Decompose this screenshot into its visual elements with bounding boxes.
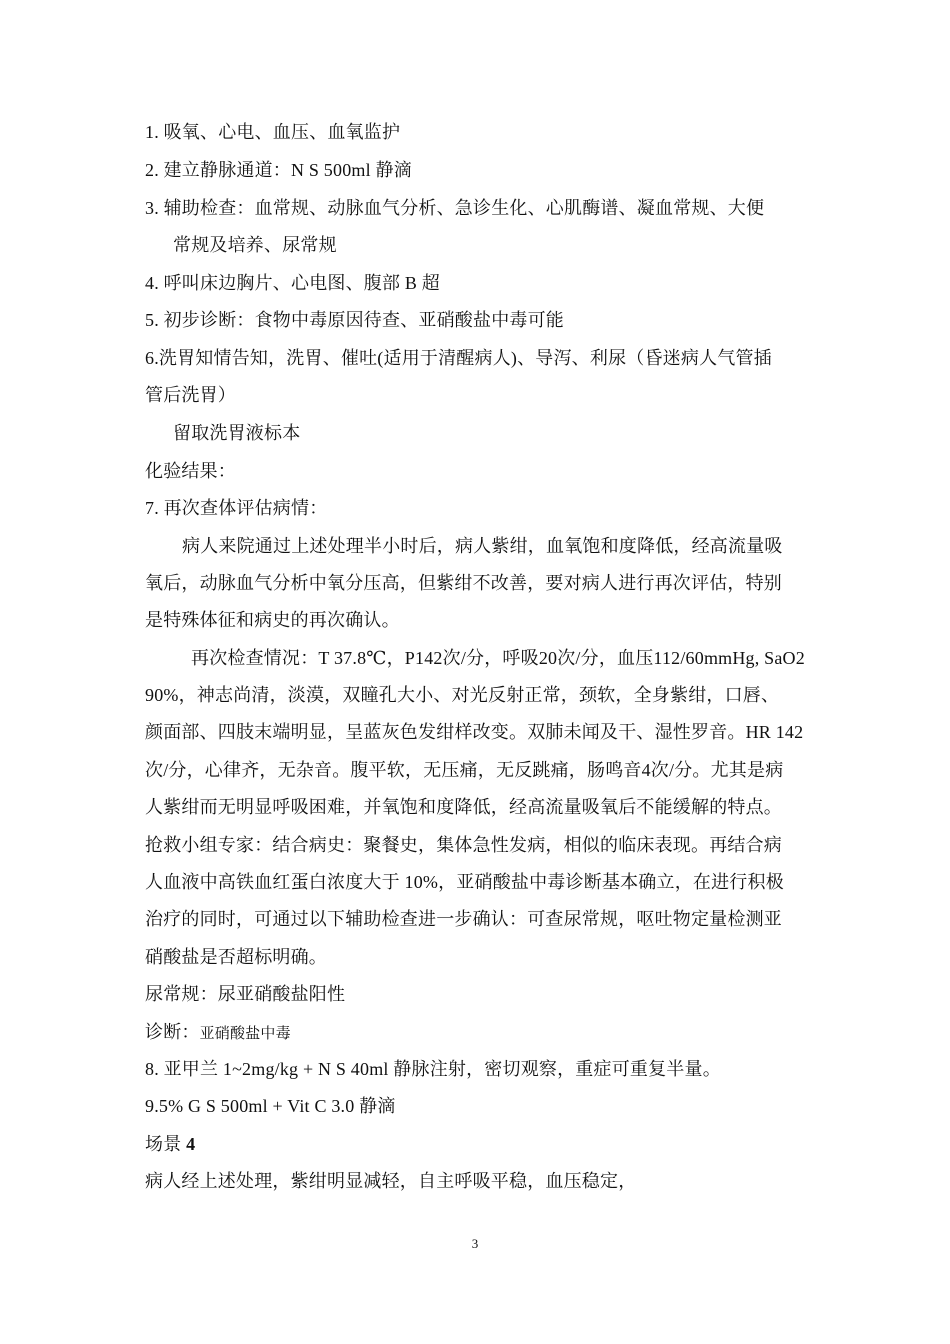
lab-results-label: 化验结果： bbox=[145, 461, 236, 481]
item-6-gastric-lavage: 6.洗胃知情告知，洗胃、催吐(适用于清醒病人)、导泻、利尿（昏迷病人气管插 bbox=[145, 348, 772, 368]
expert-para-line-2: 人血液中高铁血红蛋白浓度大于 10%，亚硝酸盐中毒诊断基本确立，在进行积极 bbox=[145, 872, 784, 892]
recheck-para-line-5: 人紫绀而无明显呼吸困难，并氧饱和度降低，经高流量吸氧后不能缓解的特点。 bbox=[145, 797, 782, 817]
expert-para-line-3: 治疗的同时，可通过以下辅助检查进一步确认：可查尿常规，呕吐物定量检测亚 bbox=[145, 909, 782, 929]
item-4-bedside-imaging: 4. 呼叫床边胸片、心电图、腹部 B 超 bbox=[145, 273, 441, 293]
scene-number: 4 bbox=[186, 1134, 196, 1154]
recheck-para-line-4: 次/分，心律齐，无杂音。腹平软，无压痛，无反跳痛，肠鸣音4次/分。尤其是病 bbox=[145, 760, 784, 780]
expert-para-line-4: 硝酸盐是否超标明确。 bbox=[145, 947, 327, 967]
diagnosis-label: 诊断： bbox=[145, 1022, 200, 1042]
scene-label: 场景 bbox=[145, 1134, 187, 1154]
scene-4-text: 病人经上述处理，紫绀明显减轻，自主呼吸平稳，血压稳定， bbox=[145, 1171, 637, 1191]
page-number: 3 bbox=[471, 1236, 479, 1251]
reassessment-para-line-1: 病人来院通过上述处理半小时后，病人紫绀，血氧饱和度降低，经高流量吸 bbox=[182, 536, 783, 556]
item-1-monitoring: 1. 吸氧、心电、血压、血氧监护 bbox=[145, 122, 401, 142]
item-3-aux-exams: 3. 辅助检查：血常规、动脉血气分析、急诊生化、心肌酶谱、凝血常规、大便 bbox=[145, 198, 765, 218]
item-6-gastric-lavage-cont: 管后洗胃） bbox=[145, 385, 236, 405]
reassessment-para-line-2: 氧后，动脉血气分析中氧分压高，但紫绀不改善，要对病人进行再次评估，特别 bbox=[145, 573, 782, 593]
diagnosis-value: 亚硝酸盐中毒 bbox=[199, 1026, 291, 1042]
item-2-iv-access: 2. 建立静脉通道：N S 500ml 静滴 bbox=[145, 160, 412, 180]
reassessment-para-line-3: 是特殊体征和病史的再次确认。 bbox=[145, 610, 400, 630]
item-3-aux-exams-cont: 常规及培养、尿常规 bbox=[173, 235, 337, 255]
diagnosis-line bbox=[145, 1020, 291, 1046]
recheck-para-line-2: 90%，神志尚清，淡漠，双瞳孔大小、对光反射正常，颈软，全身紫绀，口唇、 bbox=[145, 685, 780, 705]
expert-para-line-1: 抢救小组专家：结合病史：聚餐史，集体急性发病，相似的临床表现。再结合病 bbox=[145, 835, 782, 855]
item-8-methylene-blue: 8. 亚甲兰 1~2mg/kg + N S 40ml 静脉注射，密切观察，重症可重复半量。 bbox=[145, 1059, 721, 1079]
lavage-sample-note: 留取洗胃液标本 bbox=[173, 423, 301, 443]
recheck-para-line-3: 颜面部、四肢末端明显，呈蓝灰色发绀样改变。双肺未闻及干、湿性罗音。HR 142 bbox=[145, 722, 804, 742]
scene-heading bbox=[145, 1132, 195, 1156]
urine-routine-result: 尿常规：尿亚硝酸盐阳性 bbox=[145, 984, 346, 1004]
recheck-para-line-1: 再次检查情况：T 37.8℃，P142次/分，呼吸20次/分，血压112/60mmHg, SaO2 bbox=[191, 648, 805, 668]
item-7-reassessment: 7. 再次查体评估病情： bbox=[145, 498, 328, 518]
item-9-glucose-vitc: 9.5% G S 500ml + Vit C 3.0 静滴 bbox=[145, 1096, 396, 1116]
item-5-initial-diagnosis: 5. 初步诊断：食物中毒原因待查、亚硝酸盐中毒可能 bbox=[145, 310, 564, 330]
